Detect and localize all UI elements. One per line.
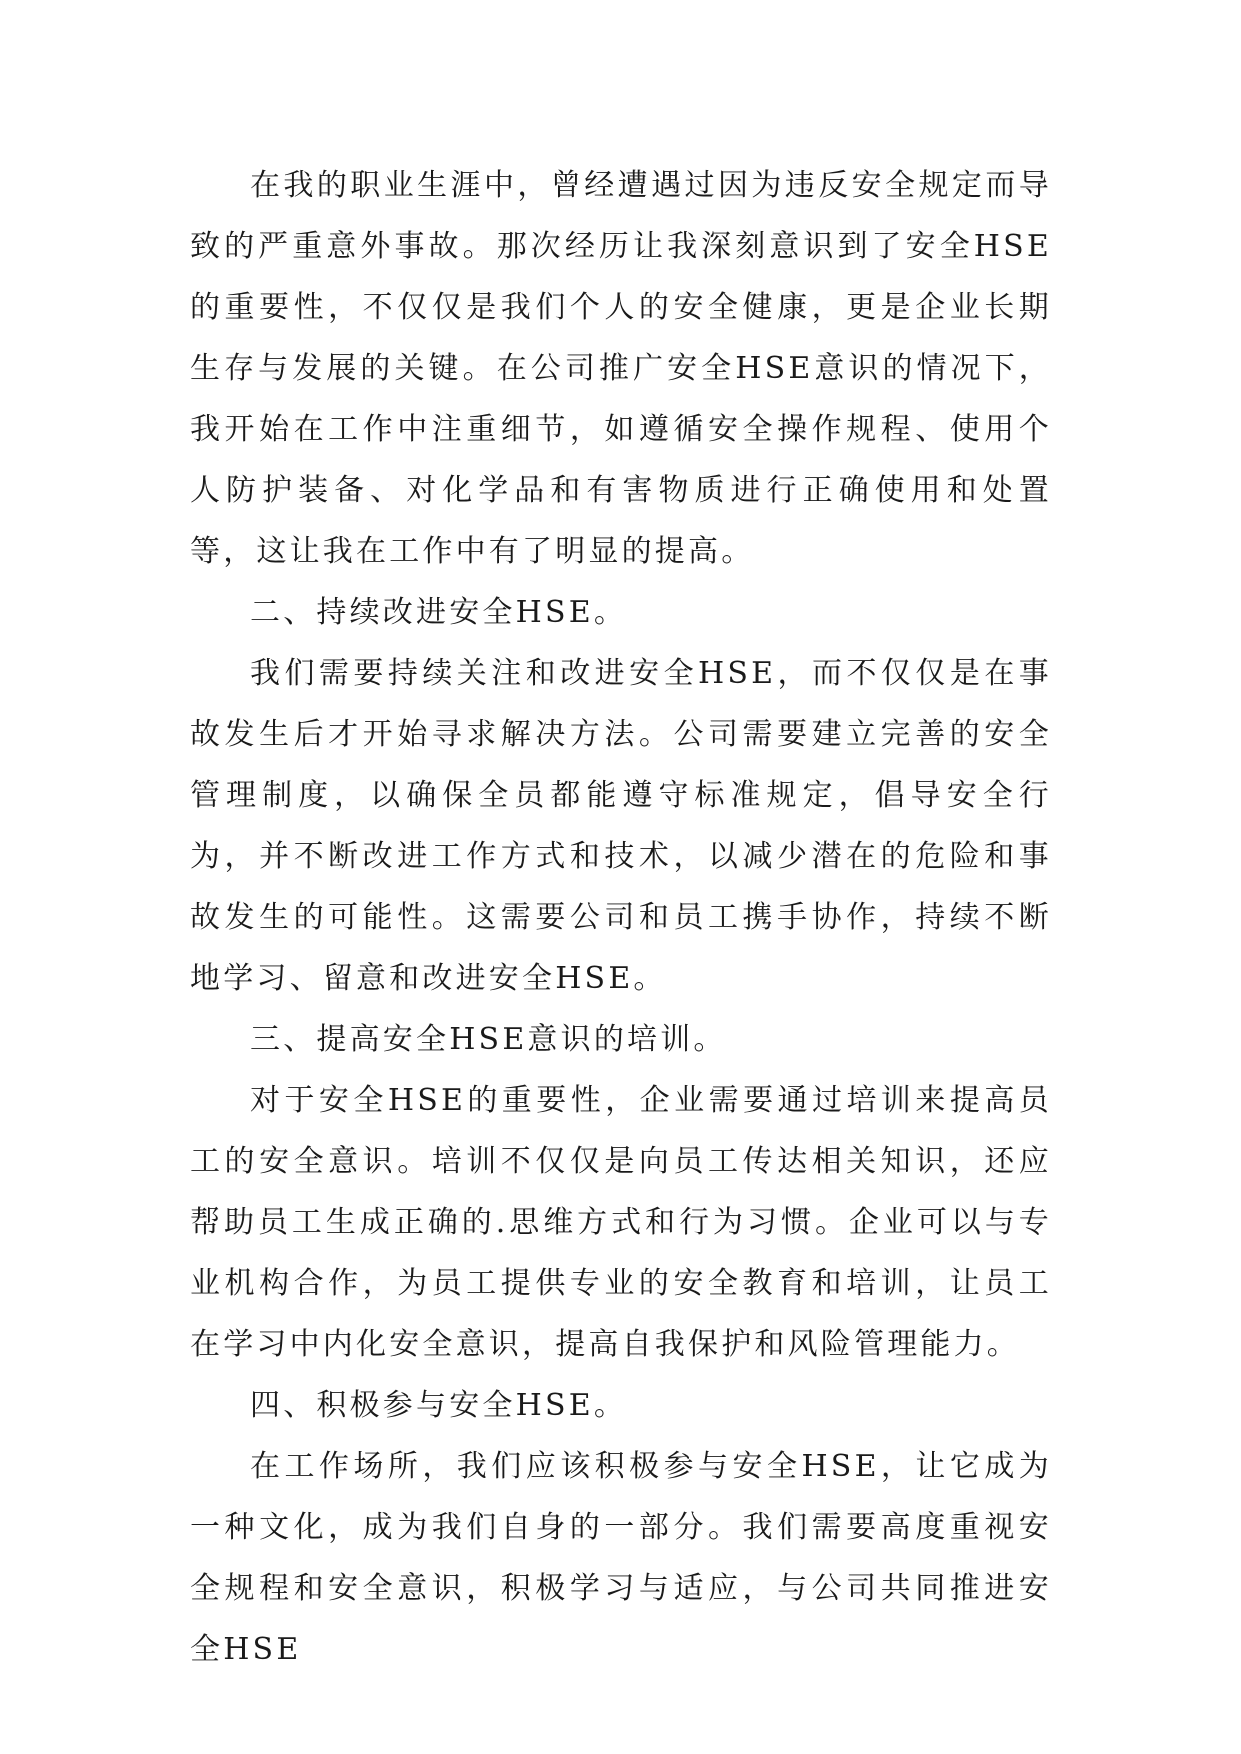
document-body (190, 155, 1052, 1680)
paragraph-continuous-improvement: 我们需要持续关注和改进安全HSE，而不仅仅是在事故发生后才开始寻求解决方法。公司需要建立完善的安全管理制度，以确保全员都能遵守标准规定，倡导安全行为，并不断改进工作方式和技术，以减少潜在的危险和事故发生的可能性。这需要公司和员工携手协作，持续不断地学习、留意和改进安全HSE。 (190, 656, 1052, 996)
paragraph-career-accident: 在我的职业生涯中，曾经遭遇过因为违反安全规定而导致的严重意外事故。那次经历让我深刻意识到了安全HSE的重要性，不仅仅是我们个人的安全健康，更是企业长期生存与发展的关键。在公司推广安全HSE意识的情况下，我开始在工作中注重细节，如遵循安全操作规程、使用个人防护装备、对化学品和有害物质进行正确使用和处置等，这让我在工作中有了明显的提高。 (190, 168, 1052, 569)
paragraph-participation: 在工作场所，我们应该积极参与安全HSE，让它成为一种文化，成为我们自身的一部分。我们需要高度重视安全规程和安全意识，积极学习与适应，与公司共同推进安全HSE (190, 1449, 1052, 1667)
section-heading-3: 三、提高安全HSE意识的培训。 (250, 1022, 727, 1057)
section-heading-4: 四、积极参与安全HSE。 (250, 1388, 628, 1423)
paragraph-training: 对于安全HSE的重要性，企业需要通过培训来提高员工的安全意识。培训不仅仅是向员工传达相关知识，还应帮助员工生成正确的.思维方式和行为习惯。企业可以与专业机构合作，为员工提供专业的安全教育和培训，让员工在学习中内化安全意识，提高自我保护和风险管理能力。 (190, 1083, 1052, 1362)
section-heading-2: 二、持续改进安全HSE。 (250, 595, 628, 630)
